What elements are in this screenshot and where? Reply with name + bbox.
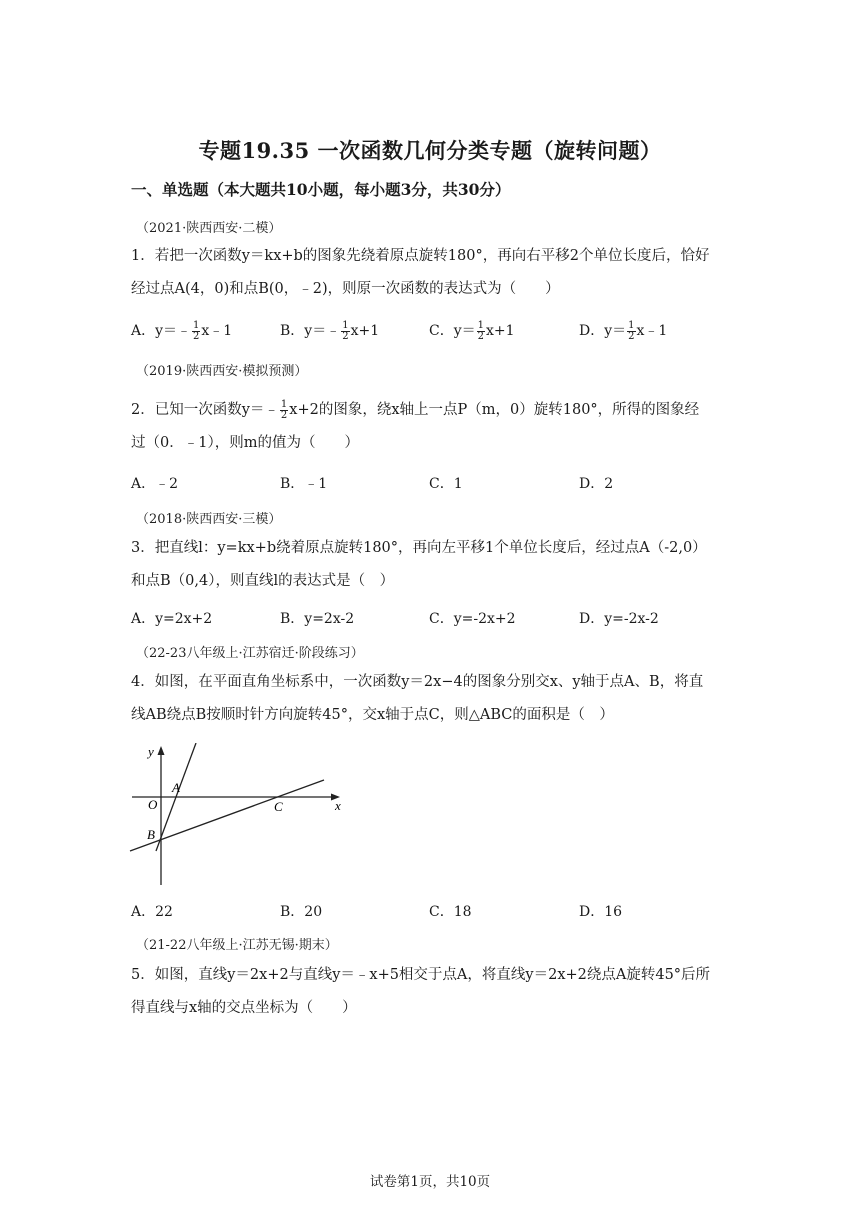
q1-option-d[interactable]: D．y＝ $\frac{1}{2}$ x﹣1	[579, 319, 668, 342]
line-bc	[130, 780, 324, 851]
q4-option-c[interactable]: C．18	[429, 904, 472, 920]
q4-stem	[131, 666, 731, 732]
q1-option-c[interactable]: C．y＝ $\frac{1}{2}$ x+1	[429, 319, 515, 342]
q5-source: （21-22八年级上·江苏无锡·期末）	[136, 938, 338, 953]
fraction: $\frac{1}{2}$	[628, 319, 635, 342]
label-o: O	[148, 797, 158, 812]
fraction: $\frac{1}{2}$	[193, 319, 200, 342]
q4-figure	[128, 743, 348, 888]
q3-line2: 和点B（0,4），则直线l的表达式是（ ）	[131, 573, 395, 589]
q2-option-b[interactable]: B．﹣1	[280, 476, 328, 492]
label-a: A	[172, 780, 180, 795]
q3-stem	[131, 532, 731, 598]
label-b: B	[147, 827, 155, 842]
q5-line1: 5．如图，直线y＝2x+2与直线y＝﹣x+5相交于点A，将直线y＝2x+2绕点A旋转45°后所	[131, 967, 711, 983]
q2-source: （2019·陕西西安·模拟预测）	[136, 364, 308, 379]
q4-option-a[interactable]: A．22	[131, 904, 173, 920]
q2-option-a[interactable]: A．﹣2	[131, 476, 179, 492]
q1-line2: 经过点A(4，0)和点B(0，﹣2)，则原一次函数的表达式为（ ）	[131, 281, 560, 297]
fraction: $\frac{1}{2}$	[280, 398, 288, 421]
q1-stem	[131, 240, 731, 306]
q5-line2: 得直线与x轴的交点坐标为（ ）	[131, 1000, 357, 1016]
section-heading: 一、单选题（本大题共10小题，每小题3分，共30分）	[131, 180, 511, 199]
q3-option-a[interactable]: A．y=2x+2	[131, 611, 213, 627]
label-y: y	[148, 744, 154, 759]
q4-option-b[interactable]: B．20	[280, 904, 323, 920]
q3-source: （2018·陕西西安·三模）	[136, 512, 282, 527]
q3-line1: 3．把直线l：y=kx+b绕着原点旋转180°，再向左平移1个单位长度后，经过点A（-2,0）	[131, 540, 707, 556]
fraction: $\frac{1}{2}$	[342, 319, 349, 342]
q1-line1: 1．若把一次函数y＝kx+b的图象先绕着原点旋转180°，再向右平移2个单位长度后，恰好	[131, 248, 710, 264]
q4-line2: 线AB绕点B按顺时针方向旋转45°，交x轴于点C，则△ABC的面积是（ ）	[131, 707, 614, 723]
q2-line2: 过（0．﹣1），则m的值为（ ）	[131, 435, 359, 451]
q4-options	[131, 901, 731, 925]
q2-options	[131, 473, 731, 497]
label-x: x	[335, 798, 341, 813]
label-c: C	[274, 799, 283, 814]
y-axis-arrow	[158, 746, 165, 755]
page-footer: 试卷第1页，共10页	[369, 1174, 491, 1190]
q4-source: （22-23八年级上·江苏宿迁·阶段练习）	[136, 646, 364, 661]
fraction: $\frac{1}{2}$	[477, 319, 484, 342]
q1-option-b[interactable]: B．y＝﹣ $\frac{1}{2}$ x+1	[280, 319, 380, 342]
q2-option-c[interactable]: C．1	[429, 476, 463, 492]
q2-stem	[131, 394, 731, 460]
q3-option-c[interactable]: C．y=-2x+2	[429, 611, 516, 627]
q2-line1: 2．已知一次函数y＝﹣ $\frac{1}{2}$ x+2的图象，绕x轴上一点P（m，0）旋转180°，所得的图象经	[131, 398, 700, 421]
q1-option-a[interactable]: A．y＝﹣ $\frac{1}{2}$ x﹣1	[131, 319, 233, 342]
q2-option-d[interactable]: D．2	[579, 476, 614, 492]
q4-line1: 4．如图，在平面直角坐标系中，一次函数y＝2x−4的图象分别交x、y轴于点A、B，将直	[131, 674, 704, 690]
q4-option-d[interactable]: D．16	[579, 904, 623, 920]
q1-options	[131, 320, 731, 344]
q3-option-d[interactable]: D．y=-2x-2	[579, 611, 659, 627]
q5-stem	[131, 959, 731, 1025]
page-title: 专题19.35 一次函数几何分类专题（旋转问题）	[198, 138, 662, 163]
q1-source: （2021·陕西西安·二模）	[136, 221, 282, 236]
q3-options	[131, 608, 731, 632]
q3-option-b[interactable]: B．y=2x-2	[280, 611, 355, 627]
